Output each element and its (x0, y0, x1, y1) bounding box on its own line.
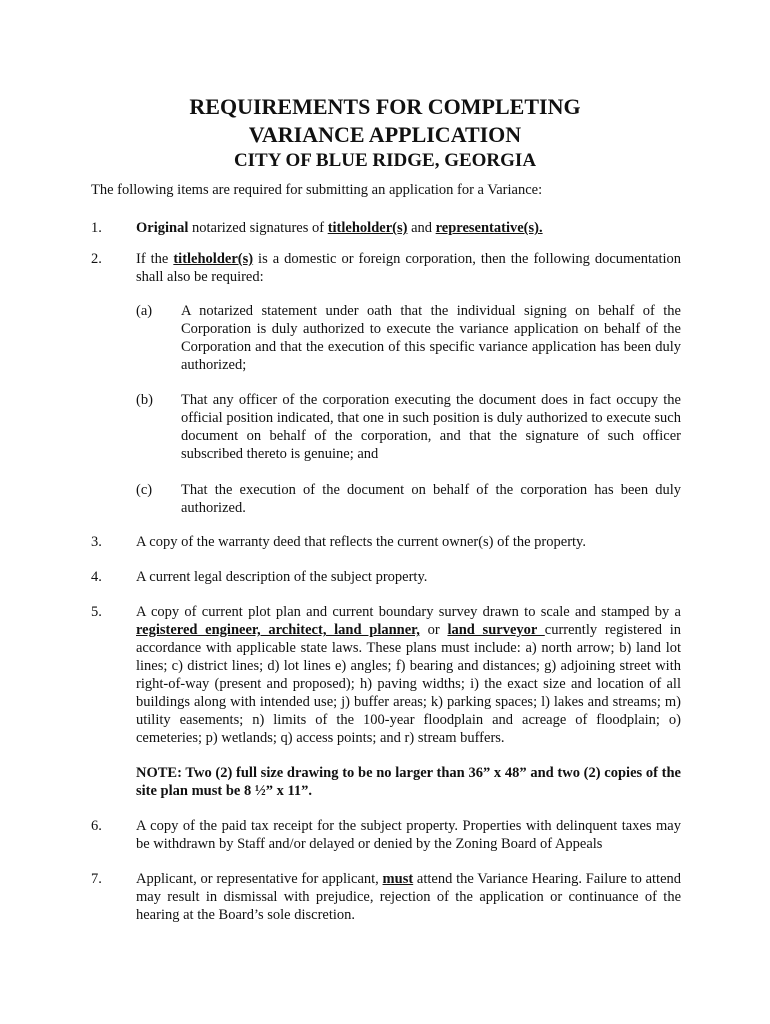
underlined-professionals: registered engineer, architect, land planner, (136, 622, 420, 638)
sub-item-b (136, 391, 681, 463)
list-item-6 (91, 817, 681, 853)
list-item-3 (91, 533, 681, 551)
list-item-1 (91, 219, 681, 237)
item-text: A copy of the warranty deed that reflects the current owner(s) of the property. (136, 534, 586, 550)
item-text: If the titleholder(s) is a domestic or foreign corporation, then the following documentation shall also be required: (136, 251, 682, 285)
title-line-3: CITY OF BLUE RIDGE, GEORGIA (233, 150, 537, 171)
sub-item-text: That any officer of the corporation executing the document does in fact occupy the official position indicated, that one in such position is duly authorized to execute such document on behalf of the corporation, and that the signature of such officer subscribed thereto is genuine; and (181, 392, 681, 462)
list-item-2 (91, 250, 681, 286)
item-number: 2. (91, 251, 102, 267)
item-text: Applicant, or representative for applicant, must attend the Variance Hearing. Failure to attend may result in dismissal with prejudice, rejection of the application or continuance of the hearing at the Board’s sole discretion. (136, 871, 682, 923)
sub-item-text: That the execution of the document on behalf of the corporation has been duly authorized. (181, 482, 681, 516)
item-text: A copy of the paid tax receipt for the subject property. Properties with delinquent taxes may be withdrawn by Staff and/or delayed or denied by the Zoning Board of Appeals (136, 818, 681, 852)
intro-text: The following items are required for submitting an application for a Variance: (91, 182, 543, 198)
title-line-2: VARIANCE APPLICATION (248, 122, 522, 147)
underlined-must: must (382, 871, 414, 887)
item-number: 7. (91, 871, 102, 887)
sub-item-a (136, 302, 681, 374)
item-number: 3. (91, 534, 102, 550)
underlined-representatives: representative(s). (435, 220, 543, 236)
note-text: NOTE: Two (2) full size drawing to be no larger than 36” x 48” and two (2) copies of the site plan must be 8 ½” x 11”. (136, 765, 681, 799)
item-number: 6. (91, 818, 102, 834)
underlined-titleholders: titleholder(s) (173, 251, 254, 267)
item-number: 4. (91, 569, 102, 585)
item-text: A copy of current plot plan and current boundary survey drawn to scale and stamped by a registered engineer, architect, land planner, or land surveyor currently registered in accordance with applicable state laws. These plans must include: a) north arrow; b) land lot lines; c) district lines; d) lot lines e) angles; f) bearing and distances; g) adjoining street with right-of-way (present and proposed); h) paving widths; i) the exact size and location of all buildings along with intended use; j) buffer areas; k) parking spaces; l) lakes and streams; m) utility easements; n) limits of the 100-year floodplain and acreage of floodplain; o) cemeteries; p) wetlands; q) access points; and r) stream buffers. (136, 604, 681, 746)
sub-item-label: (a) (136, 303, 153, 319)
underlined-land-surveyor: land surveyor (447, 622, 545, 638)
list-item-5 (91, 603, 681, 747)
sub-item-text: A notarized statement under oath that the individual signing on behalf of the Corporation is duly authorized to execute the variance application on behalf of the Corporation and that the execution of this specific variance application has been duly authorized; (181, 303, 681, 373)
sub-item-label: (c) (136, 482, 153, 498)
item-number: 1. (91, 220, 102, 236)
sub-item-c (136, 481, 681, 517)
emphasis-original: Original (136, 220, 189, 236)
underlined-titleholders: titleholder(s) (327, 220, 408, 236)
title-line-1: REQUIREMENTS FOR COMPLETING (189, 94, 581, 119)
list-item-7 (91, 870, 681, 924)
item-text: Original notarized signatures of titleholder(s) and representative(s). (136, 220, 543, 236)
item-text: A current legal description of the subject property. (136, 569, 428, 585)
item-number: 5. (91, 604, 102, 620)
sub-item-label: (b) (136, 392, 153, 408)
list-item-4 (91, 568, 681, 586)
